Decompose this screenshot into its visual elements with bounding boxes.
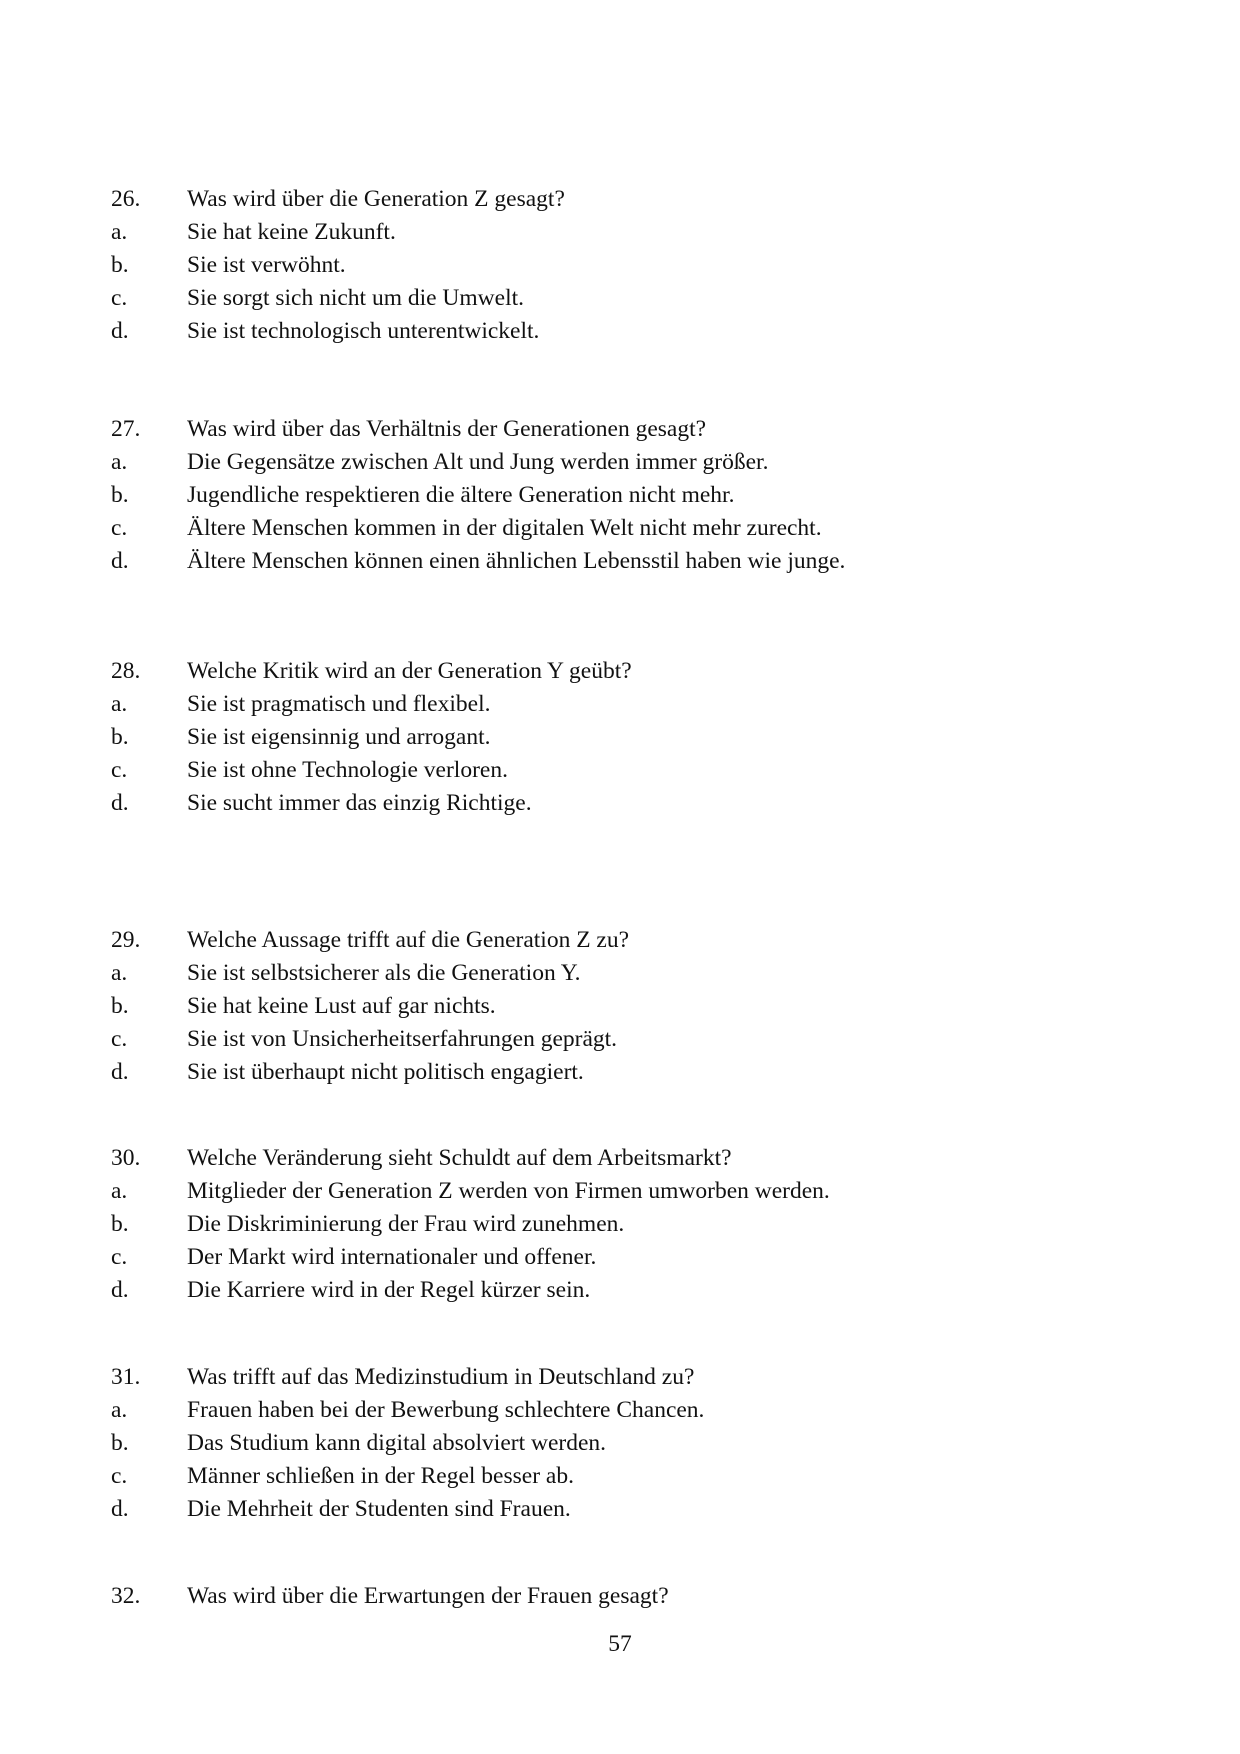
option-text: Der Markt wird internationaler und offener. (187, 1244, 597, 1270)
option-letter: b. (111, 724, 129, 750)
option-letter: a. (111, 960, 128, 986)
question-stem (111, 655, 1161, 688)
option-text: Jugendliche respektieren die ältere Generation nicht mehr. (187, 482, 735, 508)
question-number: 30. (111, 1145, 141, 1171)
option-text: Sie sorgt sich nicht um die Umwelt. (187, 285, 525, 311)
answer-option (111, 249, 1161, 282)
answer-option (111, 1023, 1161, 1056)
option-text: Sie ist selbstsicherer als die Generation Y. (187, 960, 581, 986)
option-letter: d. (111, 318, 129, 344)
option-letter: b. (111, 1211, 129, 1237)
option-text: Mitglieder der Generation Z werden von Firmen umworben werden. (187, 1178, 830, 1204)
answer-option (111, 446, 1161, 479)
question-stem (111, 924, 1161, 957)
option-text: Sie ist eigensinnig und arrogant. (187, 724, 491, 750)
question-32 (111, 1580, 1161, 1613)
option-letter: a. (111, 1178, 128, 1204)
option-letter: d. (111, 1496, 129, 1522)
question-number: 32. (111, 1583, 141, 1609)
answer-option (111, 1175, 1161, 1208)
option-text: Männer schließen in der Regel besser ab. (187, 1463, 574, 1489)
question-text: Welche Aussage trifft auf die Generation Z zu? (187, 927, 630, 953)
option-letter: d. (111, 790, 129, 816)
option-text: Die Diskriminierung der Frau wird zunehmen. (187, 1211, 625, 1237)
question-29 (111, 924, 1161, 1089)
question-28 (111, 655, 1161, 820)
answer-option (111, 1274, 1161, 1307)
option-letter: a. (111, 449, 128, 475)
option-text: Sie hat keine Lust auf gar nichts. (187, 993, 496, 1019)
option-text: Ältere Menschen können einen ähnlichen Lebensstil haben wie junge. (187, 548, 846, 574)
page-number: 57 (608, 1631, 632, 1657)
answer-option (111, 282, 1161, 315)
answer-option (111, 787, 1161, 820)
option-text: Die Karriere wird in der Regel kürzer sein. (187, 1277, 591, 1303)
question-number: 26. (111, 186, 141, 212)
option-letter: c. (111, 1026, 128, 1052)
option-letter: b. (111, 993, 129, 1019)
question-number: 29. (111, 927, 141, 953)
question-text: Welche Veränderung sieht Schuldt auf dem Arbeitsmarkt? (187, 1145, 732, 1171)
option-text: Sie ist verwöhnt. (187, 252, 346, 278)
question-number: 31. (111, 1364, 141, 1390)
question-27 (111, 413, 1161, 578)
answer-option (111, 990, 1161, 1023)
option-letter: c. (111, 515, 128, 541)
answer-option (111, 545, 1161, 578)
answer-option (111, 721, 1161, 754)
option-letter: d. (111, 1277, 129, 1303)
option-text: Sie ist überhaupt nicht politisch engagiert. (187, 1059, 584, 1085)
option-letter: c. (111, 1244, 128, 1270)
question-stem (111, 1142, 1161, 1175)
answer-option (111, 512, 1161, 545)
answer-option (111, 1241, 1161, 1274)
option-letter: a. (111, 691, 128, 717)
answer-option (111, 479, 1161, 512)
question-stem (111, 1361, 1161, 1394)
question-text: Welche Kritik wird an der Generation Y geübt? (187, 658, 632, 684)
option-letter: c. (111, 757, 128, 783)
option-letter: b. (111, 252, 129, 278)
answer-option (111, 1208, 1161, 1241)
option-text: Die Gegensätze zwischen Alt und Jung werden immer größer. (187, 449, 769, 475)
option-letter: a. (111, 219, 128, 245)
answer-option (111, 1056, 1161, 1089)
question-text: Was wird über die Generation Z gesagt? (187, 186, 565, 212)
option-text: Sie sucht immer das einzig Richtige. (187, 790, 532, 816)
option-text: Sie ist ohne Technologie verloren. (187, 757, 508, 783)
option-text: Sie ist pragmatisch und flexibel. (187, 691, 491, 717)
answer-option (111, 1460, 1161, 1493)
answer-option (111, 315, 1161, 348)
option-text: Frauen haben bei der Bewerbung schlechtere Chancen. (187, 1397, 705, 1423)
option-letter: c. (111, 1463, 128, 1489)
answer-option (111, 754, 1161, 787)
option-text: Das Studium kann digital absolviert werden. (187, 1430, 607, 1456)
question-number: 28. (111, 658, 141, 684)
option-letter: a. (111, 1397, 128, 1423)
answer-option (111, 688, 1161, 721)
option-letter: b. (111, 1430, 129, 1456)
question-text: Was wird über die Erwartungen der Frauen gesagt? (187, 1583, 669, 1609)
answer-option (111, 1427, 1161, 1460)
question-stem (111, 413, 1161, 446)
question-stem (111, 183, 1161, 216)
option-text: Sie hat keine Zukunft. (187, 219, 396, 245)
question-26 (111, 183, 1161, 348)
answer-option (111, 216, 1161, 249)
option-letter: d. (111, 1059, 129, 1085)
question-31 (111, 1361, 1161, 1526)
option-letter: b. (111, 482, 129, 508)
question-text: Was trifft auf das Medizinstudium in Deutschland zu? (187, 1364, 695, 1390)
option-text: Ältere Menschen kommen in der digitalen Welt nicht mehr zurecht. (187, 515, 822, 541)
option-letter: d. (111, 548, 129, 574)
question-number: 27. (111, 416, 141, 442)
question-stem (111, 1580, 1161, 1613)
option-text: Sie ist technologisch unterentwickelt. (187, 318, 540, 344)
answer-option (111, 1394, 1161, 1427)
option-text: Die Mehrheit der Studenten sind Frauen. (187, 1496, 571, 1522)
answer-option (111, 1493, 1161, 1526)
question-30 (111, 1142, 1161, 1307)
answer-option (111, 957, 1161, 990)
option-letter: c. (111, 285, 128, 311)
option-text: Sie ist von Unsicherheitserfahrungen geprägt. (187, 1026, 618, 1052)
question-text: Was wird über das Verhältnis der Generationen gesagt? (187, 416, 707, 442)
